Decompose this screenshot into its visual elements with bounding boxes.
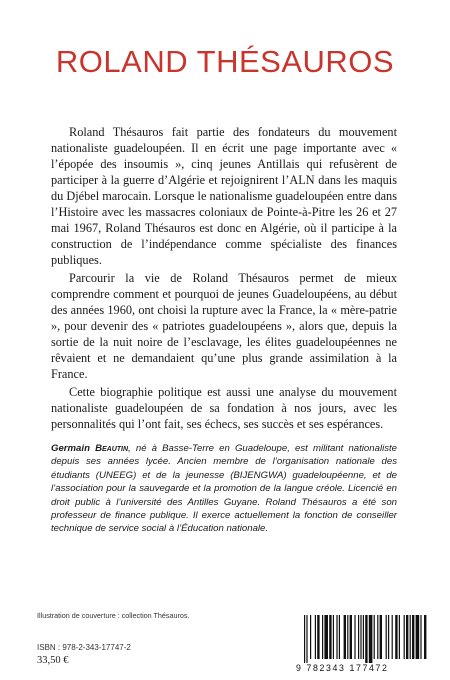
barcode-bar xyxy=(306,615,307,663)
barcode-bar xyxy=(358,615,359,659)
synopsis-paragraph-1: Roland Thésauros fait partie des fondateurs du mouvement nationaliste guadeloupéen. Il en écrit une page importante avec « l’épopée des insoumis », cinq jeunes Antillais qui refusèrent de participer à la guerre d’Algérie et rejoignirent l’ALN dans les maquis du Djébel marocain. Lorsque le nationalisme guadeloupéen entre dans l’Histoire avec les massacres coloniaux de Pointe-à-Pitre les 26 et 27 mai 1967, Roland Thésauros est donc en Algérie, où il participe à la construction de l’indépendance comme spécialiste des finances publiques. xyxy=(51,125,397,267)
synopsis-paragraph-2: Parcourir la vie de Roland Thésauros permet de mieux comprendre comment et pourquoi de jeunes Guadeloupéens, au début des années 1960, ont choisi la rupture avec la France, la « mère-patrie », pour devenir des « patriotes guadeloupéens », alors que, depuis la sortie de la nuit noire de l’esclavage, les élites guadeloupéennes ne rêvaient et ne demandaient qu’une plus grande assimilation à la France. xyxy=(51,271,397,381)
author-bio xyxy=(51,442,397,536)
barcode-bar xyxy=(416,615,420,659)
barcode-bar xyxy=(374,615,375,659)
barcode-bar xyxy=(360,615,361,659)
barcode-bar xyxy=(392,615,393,659)
barcode-bar xyxy=(354,615,355,659)
barcode-bar xyxy=(329,615,331,659)
barcode-bar xyxy=(399,615,400,659)
barcode-bar xyxy=(420,615,421,659)
barcode-bar xyxy=(380,615,382,659)
barcode-bar xyxy=(344,615,346,659)
barcode-bar xyxy=(350,615,352,659)
barcode-bar xyxy=(377,615,378,659)
barcode-bar xyxy=(317,615,319,659)
barcode-bar xyxy=(333,615,334,659)
author-name xyxy=(51,443,128,454)
barcode-bar xyxy=(369,615,373,663)
barcode-bar xyxy=(336,615,337,659)
barcode-bar xyxy=(365,615,367,663)
barcode-bar xyxy=(315,615,316,659)
synopsis-paragraph-3: Cette biographie politique est aussi une analyse du mouvement nationaliste guadeloupéen de sa fondation à nos jours, avec les personnalités qui l’ont fait, ses échecs, ses succès et ses espérances. xyxy=(51,385,397,431)
author-last-name: Beautin xyxy=(95,443,129,454)
isbn: ISBN : 978-2-343-17747-2 xyxy=(37,643,131,652)
barcode-bar xyxy=(395,615,397,659)
price: 33,50 € xyxy=(37,655,69,666)
barcode-bar xyxy=(410,615,411,659)
author-first-name: Germain xyxy=(51,443,90,454)
author-bio-text: , né à Basse-Terre en Guadeloupe, est militant nationaliste depuis ses années lycée. Ancien membre de l’organisation nationale des étudiants (UNEEG) et de la jeunesse (BIJENGWA) guadeloupéenne, et de l’association pour la sauvegarde et la promotion de la langue créole. Licencié en droit public à l’université des Antilles Guyane. Roland Thésauros a été son professeur de finance publique. Il exerce actuellement la fonction de conseiller technique de service social à l’Éducation nationale. xyxy=(51,443,398,535)
barcode-bars xyxy=(300,615,430,663)
barcode-bar xyxy=(404,615,405,659)
barcode-bar xyxy=(339,615,340,659)
barcode-bar xyxy=(406,615,408,659)
barcode-number: 9 782343 177472 xyxy=(296,663,389,673)
barcode-bar xyxy=(386,615,387,659)
barcode-bar xyxy=(412,615,414,659)
barcode-bar xyxy=(347,615,348,659)
barcode-bar xyxy=(304,615,305,663)
cover-credit: Illustration de couverture : collection Thésauros. xyxy=(37,611,190,620)
barcode-bar xyxy=(324,615,328,659)
barcode-bar xyxy=(388,615,389,659)
barcode-bar xyxy=(310,615,311,659)
barcode-bar xyxy=(363,615,364,659)
synopsis xyxy=(51,124,397,434)
barcode-bar xyxy=(322,615,323,659)
barcode-bar xyxy=(424,615,426,659)
book-title: ROLAND THÉSAUROS xyxy=(55,44,395,79)
